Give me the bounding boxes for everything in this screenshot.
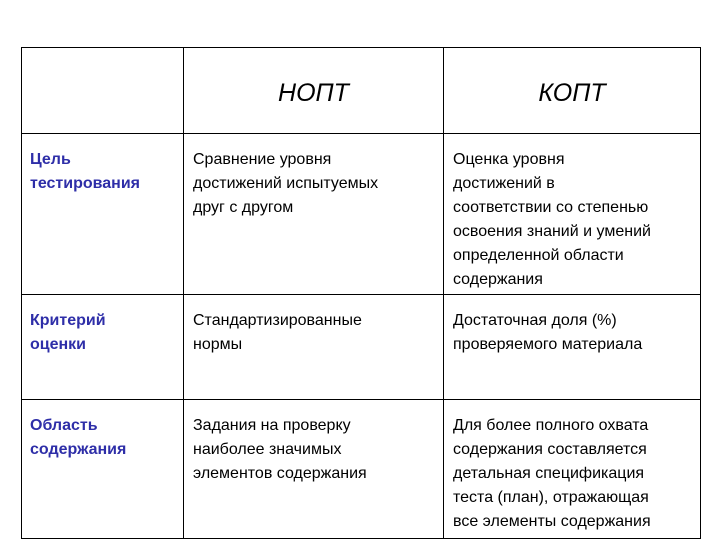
- header-nopt: НОПТ: [184, 48, 444, 134]
- table-header-row: [22, 48, 701, 134]
- cell-kopt-criterion: Достаточная доля (%) проверяемого материала: [444, 295, 701, 400]
- table-row: [22, 295, 701, 400]
- cell-nopt-criterion: Стандартизированные нормы: [184, 295, 444, 400]
- cell-nopt-content-area: Задания на проверку наиболее значимых элементов содержания: [184, 400, 444, 539]
- row-label-goal: Цель тестирования: [22, 134, 184, 295]
- row-label-criterion: Критерий оценки: [22, 295, 184, 400]
- cell-kopt-goal: Оценка уровня достижений в соответствии со степенью освоения знаний и умений определенной области содержания: [444, 134, 701, 295]
- row-label-content-area: Область содержания: [22, 400, 184, 539]
- cell-nopt-goal: Сравнение уровня достижений испытуемых друг с другом: [184, 134, 444, 295]
- cell-kopt-content-area: Для более полного охвата содержания составляется детальная спецификация теста (план), отражающая все элементы содержания: [444, 400, 701, 539]
- header-kopt: КОПТ: [444, 48, 701, 134]
- table-row: [22, 400, 701, 539]
- header-empty-cell: [22, 48, 184, 134]
- table-row: [22, 134, 701, 295]
- comparison-table: [21, 47, 701, 539]
